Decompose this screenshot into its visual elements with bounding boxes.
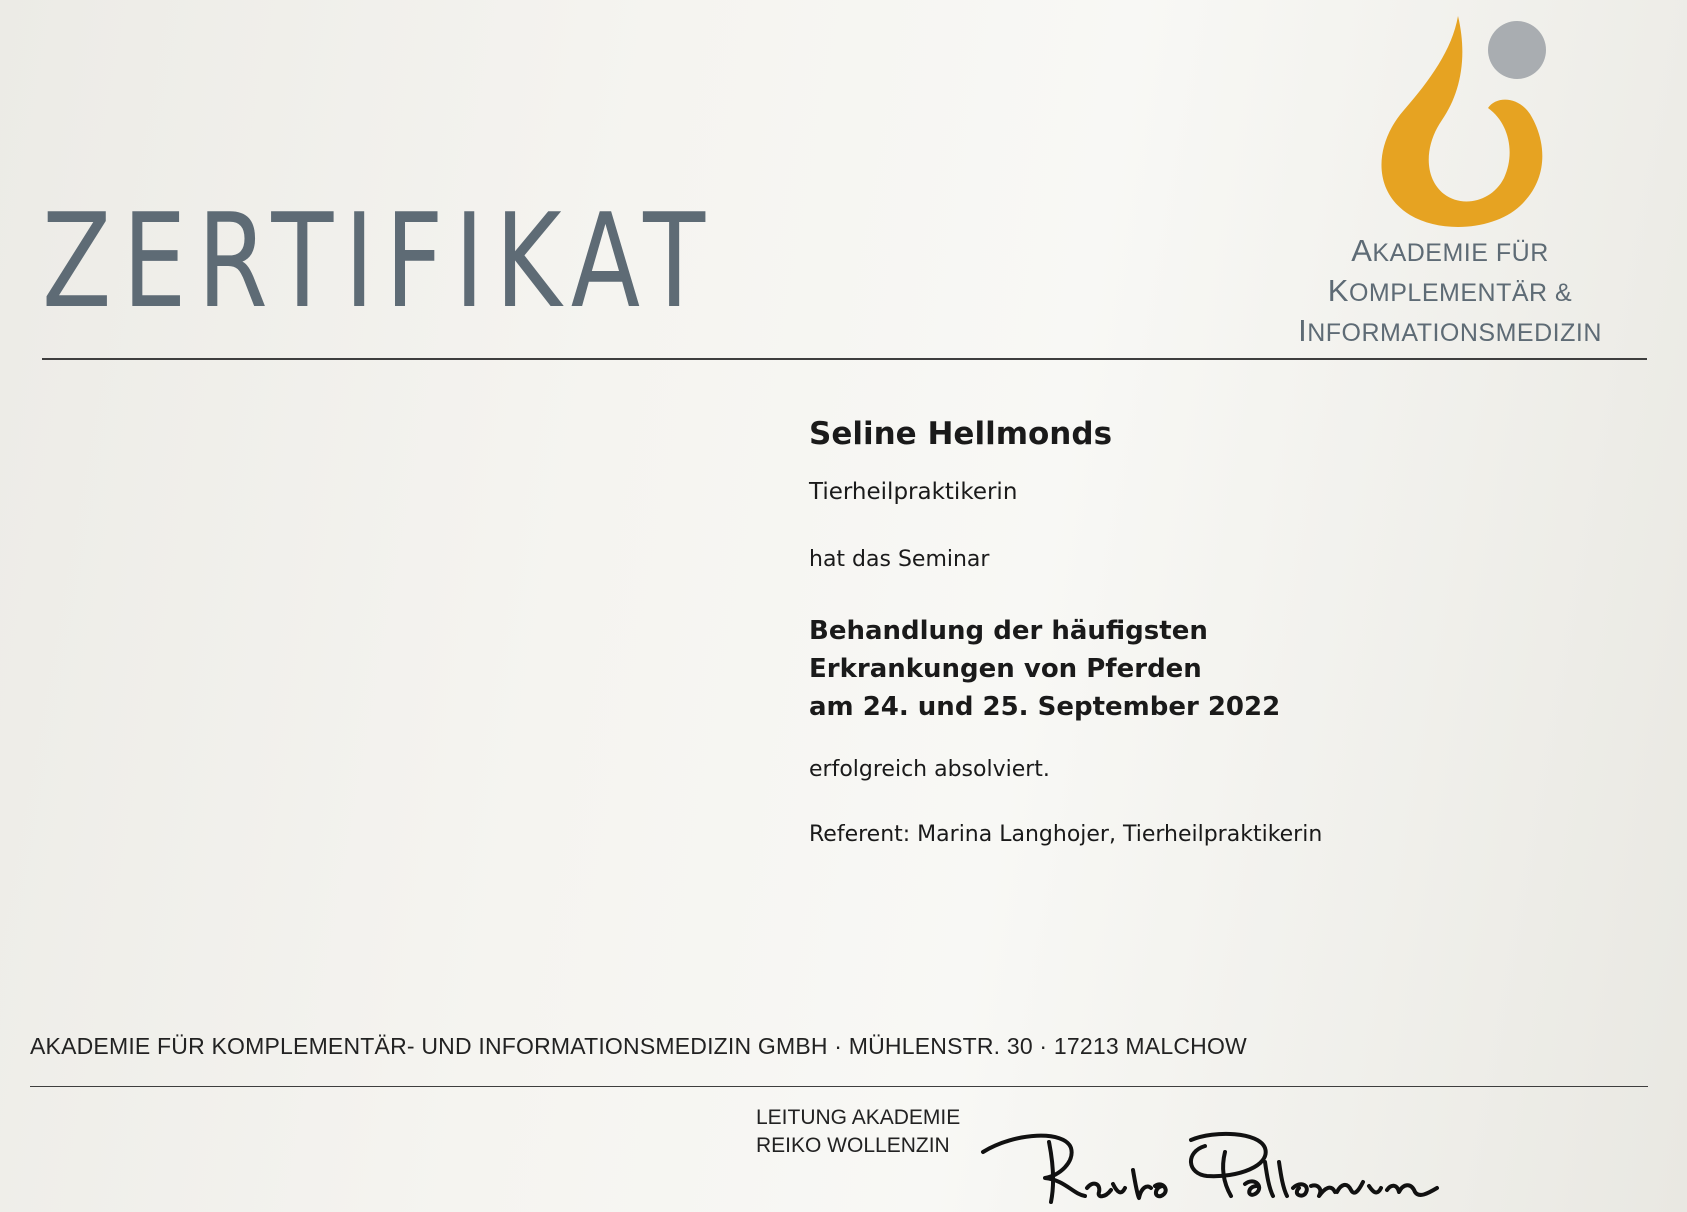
- logo-line-2-rest: OMPLEMENTÄR &: [1348, 279, 1573, 307]
- academy-logo-text: [1240, 232, 1660, 352]
- seminar-line-2: Erkrankungen von Pferden: [809, 654, 1202, 684]
- seminar-title: [809, 612, 1280, 726]
- completion-text: erfolgreich absolviert.: [809, 757, 1050, 782]
- header-divider: [42, 358, 1647, 360]
- logo-line-3-initial: I: [1298, 313, 1308, 348]
- certificate-title: ZERTIFIKAT: [42, 185, 717, 337]
- recipient-profession: Tierheilpraktikerin: [809, 479, 1018, 505]
- logo-line-2: [1240, 272, 1660, 312]
- footer-divider: [30, 1086, 1648, 1087]
- intro-text: hat das Seminar: [809, 547, 990, 572]
- footer-address: AKADEMIE FÜR KOMPLEMENTÄR- UND INFORMATIONSMEDIZIN GMBH · MÜHLENSTR. 30 · 17213 MALCHOW: [30, 1033, 1247, 1059]
- recipient-name: Seline Hellmonds: [809, 416, 1113, 452]
- logo-line-3: [1240, 312, 1660, 352]
- seminar-line-3: am 24. und 25. September 2022: [809, 692, 1281, 722]
- logo-line-1-rest: KADEMIE FÜR: [1372, 239, 1549, 267]
- logo-circle: [1488, 21, 1546, 79]
- logo-line-3-rest: NFORMATIONSMEDIZIN: [1307, 319, 1602, 347]
- logo-line-1: [1240, 232, 1660, 272]
- academy-leader: [756, 1104, 960, 1160]
- leader-role: LEITUNG AKADEMIE: [756, 1106, 961, 1129]
- referent-text: Referent: Marina Langhojer, Tierheilpraktikerin: [809, 822, 1323, 847]
- leader-name: REIKO WOLLENZIN: [756, 1134, 950, 1157]
- academy-logo-icon: [1370, 10, 1560, 230]
- seminar-line-1: Behandlung der häufigsten: [809, 616, 1208, 646]
- signature-icon: [975, 1122, 1455, 1207]
- logo-line-1-initial: A: [1351, 233, 1373, 268]
- logo-line-2-initial: K: [1327, 273, 1349, 308]
